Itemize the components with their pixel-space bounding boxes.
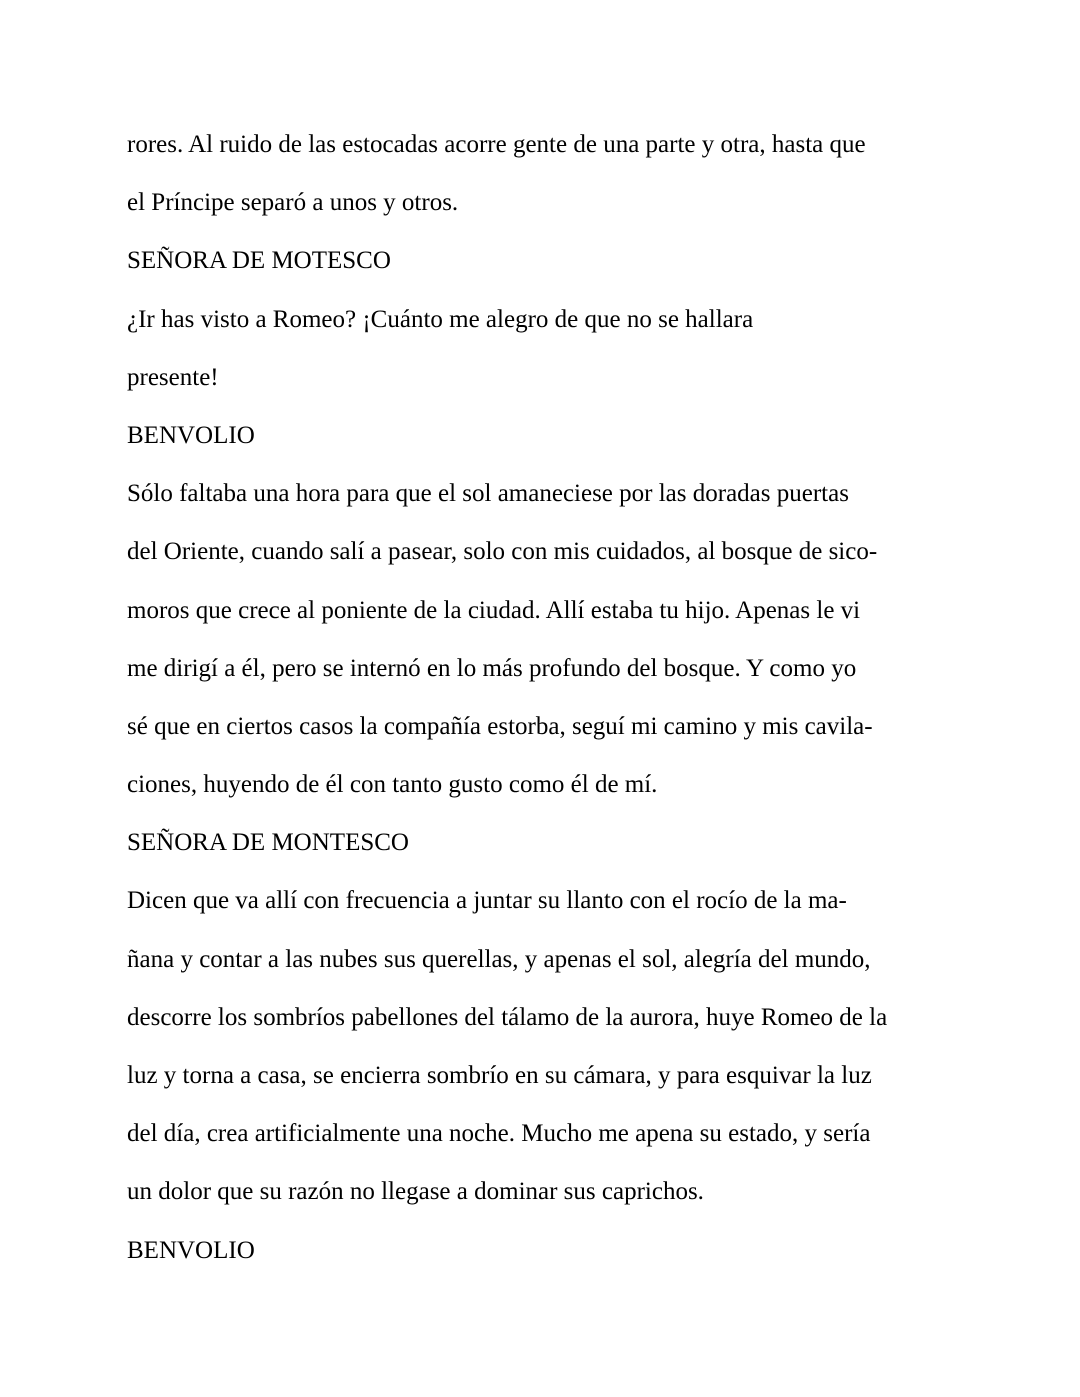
speaker-name: SEÑORA DE MONTESCO [127,829,409,857]
text-line: me dirigí a él, pero se internó en lo más profundo del bosque. Y como yo [127,654,857,682]
text-line: ñana y contar a las nubes sus querellas, y apenas el sol, alegría del mundo, [127,945,871,973]
speaker-name: BENVOLIO [127,421,255,449]
play-text [127,116,957,1280]
text-line: del Oriente, cuando salí a pasear, solo con mis cuidados, al bosque de sico- [127,538,878,566]
speaker-name: BENVOLIO [127,1236,255,1264]
text-line: un dolor que su razón no llegase a dominar sus caprichos. [127,1178,704,1206]
text-line: sé que en ciertos casos la compañía estorba, seguí mi camino y mis cavila- [127,712,873,740]
text-line: del día, crea artificialmente una noche. Mucho me apena su estado, y sería [127,1120,871,1148]
text-line: ciones, huyendo de él con tanto gusto como él de mí. [127,771,658,799]
text-line: Sólo faltaba una hora para que el sol amaneciese por las doradas puertas [127,480,849,508]
text-line: ¿Ir has visto a Romeo? ¡Cuánto me alegro de que no se hallara [127,305,754,333]
text-line: el Príncipe separó a unos y otros. [127,189,459,217]
text-line: presente! [127,363,219,391]
text-line: rores. Al ruido de las estocadas acorre gente de una parte y otra, hasta que [127,131,866,158]
text-line: descorre los sombríos pabellones del tálamo de la aurora, huye Romeo de la [127,1003,888,1031]
text-line: moros que crece al poniente de la ciudad. Allí estaba tu hijo. Apenas le vi [127,596,861,624]
speaker-name: SEÑORA DE MOTESCO [127,247,391,275]
text-line: Dicen que va allí con frecuencia a juntar su llanto con el rocío de la ma- [127,887,847,915]
text-line: luz y torna a casa, se encierra sombrío en su cámara, y para esquivar la luz [127,1062,872,1089]
